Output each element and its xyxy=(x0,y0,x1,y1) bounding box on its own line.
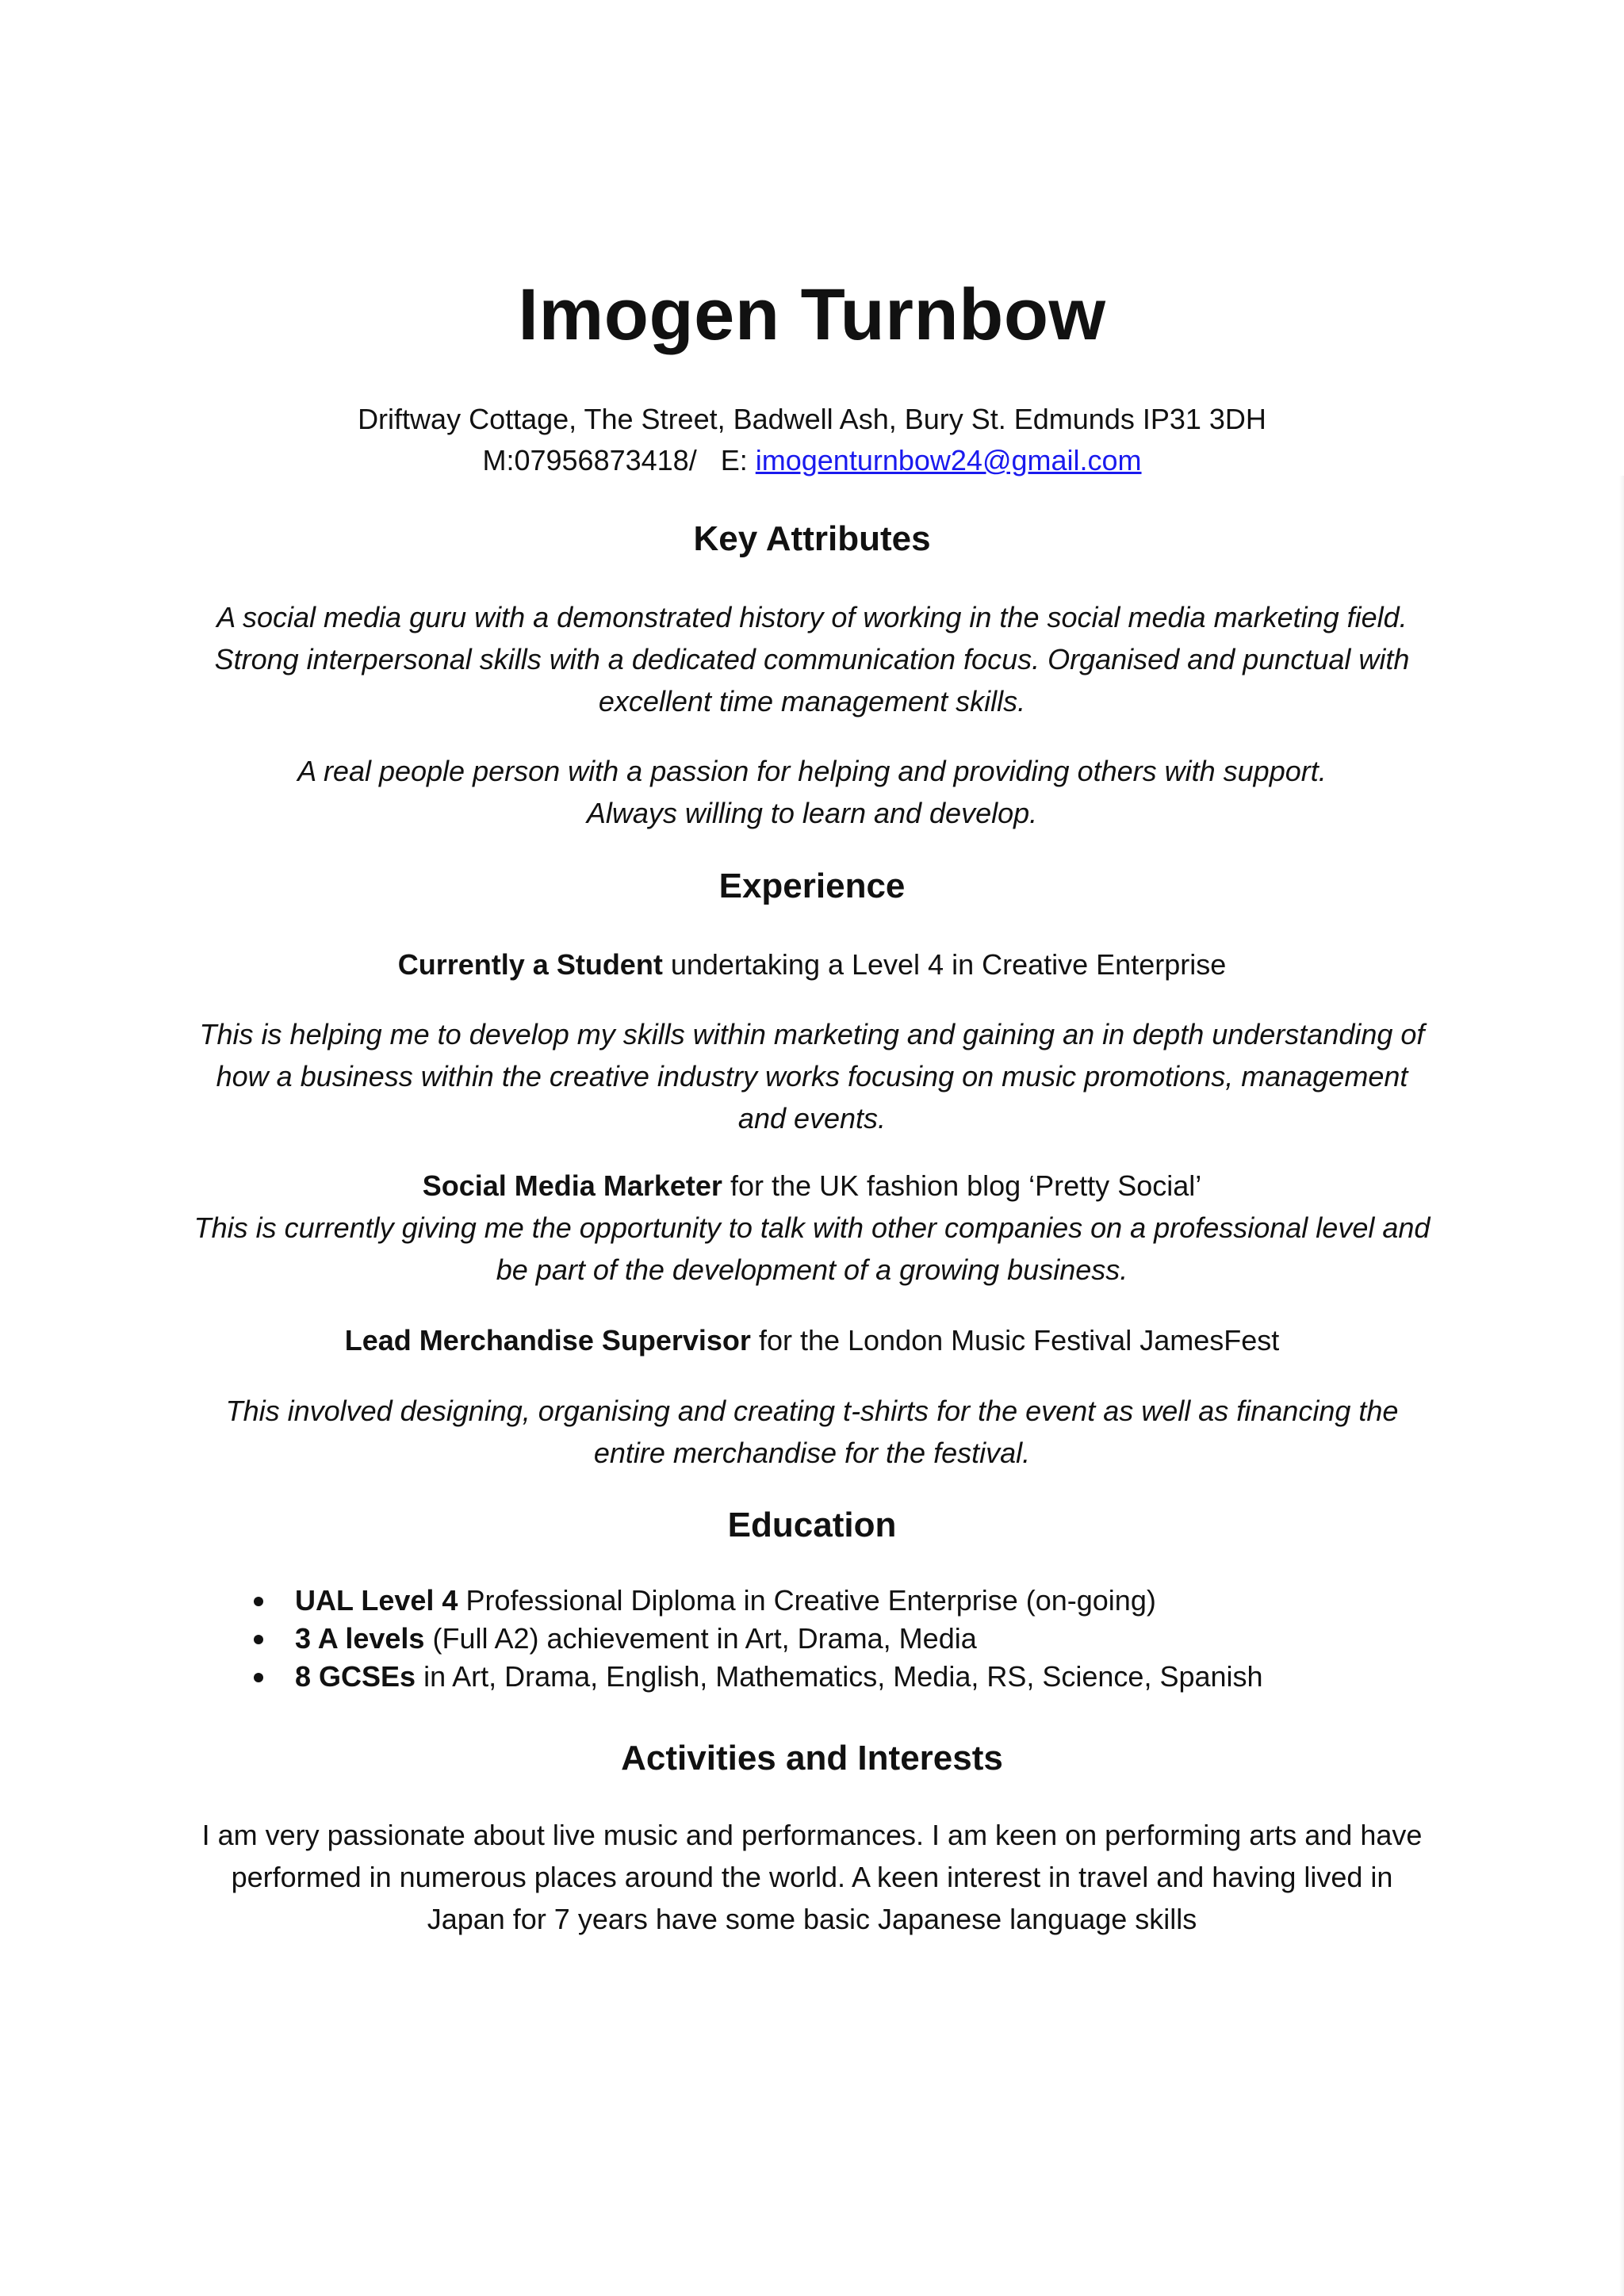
key-attributes-paragraph-2 xyxy=(159,750,1465,834)
experience-detail: for the London Music Festival JamesFest xyxy=(758,1324,1280,1357)
bullet-icon xyxy=(254,1673,263,1682)
bullet-icon xyxy=(254,1597,263,1606)
key-attributes-heading: Key Attributes xyxy=(693,519,931,558)
activities-paragraph: I am very passionate about live music and performances. I am keen on performing arts and have performed in numerous places around the world. A keen interest in travel and having lived in Japan for 7 years have some basic Japanese language skills xyxy=(201,1819,1423,1935)
candidate-name: Imogen Turnbow xyxy=(518,274,1106,355)
education-detail: (Full A2) achievement in Art, Drama, Media xyxy=(432,1622,977,1655)
activities-heading: Activities and Interests xyxy=(621,1739,1003,1777)
education-list xyxy=(254,1582,1364,1696)
address-line: Driftway Cottage, The Street, Badwell Ash, Bury St. Edmunds IP31 3DH xyxy=(358,403,1266,435)
education-qualification: 8 GCSEs xyxy=(295,1660,416,1693)
experience-item-description: This is currently giving me the opportunity to talk with other companies on a professional level and be part of the development of a growing business. xyxy=(193,1211,1431,1286)
education-list-item xyxy=(254,1658,1364,1696)
education-list-item xyxy=(254,1620,1364,1658)
experience-heading: Experience xyxy=(718,867,906,905)
experience-role: Social Media Marketer xyxy=(422,1169,722,1202)
page-edge-shadow xyxy=(1619,476,1624,2296)
experience-detail: for the UK fashion blog ‘Pretty Social’ xyxy=(730,1169,1202,1202)
experience-item-title xyxy=(159,943,1465,985)
experience-item-description: This is helping me to develop my skills within marketing and gaining an in depth understanding of how a business within the creative industry works focusing on music promotions, management and events. xyxy=(199,1018,1425,1135)
contact-line xyxy=(159,444,1465,477)
email-link[interactable]: imogenturnbow24@gmail.com xyxy=(755,444,1142,476)
key-attributes-paragraph-1: A social media guru with a demonstrated history of working in the social media marketing field. Strong interpersonal skills with a dedicated communication focus. Organised and punctual with excellent time management skills. xyxy=(214,601,1410,718)
education-qualification: 3 A levels xyxy=(295,1622,425,1655)
email-label: E: xyxy=(720,444,748,476)
mobile-number: M:07956873418/ xyxy=(482,444,697,476)
education-detail: Professional Diploma in Creative Enterprise (on-going) xyxy=(465,1584,1156,1617)
experience-role: Lead Merchandise Supervisor xyxy=(344,1324,751,1357)
experience-detail: undertaking a Level 4 in Creative Enterprise xyxy=(670,948,1227,981)
experience-item-description: This involved designing, organising and creating t-shirts for the event as well as financing the entire merchandise for the festival. xyxy=(225,1395,1399,1469)
key-attributes-line: A real people person with a passion for helping and providing others with support. xyxy=(297,755,1327,787)
education-qualification: UAL Level 4 xyxy=(295,1584,458,1617)
key-attributes-line: Always willing to learn and develop. xyxy=(586,797,1038,829)
education-detail: in Art, Drama, English, Mathematics, Media, RS, Science, Spanish xyxy=(423,1660,1263,1693)
bullet-icon xyxy=(254,1635,263,1644)
experience-item-title xyxy=(159,1165,1465,1207)
experience-item-title xyxy=(159,1319,1465,1361)
education-list-item xyxy=(254,1582,1364,1620)
experience-role: Currently a Student xyxy=(397,948,663,981)
education-heading: Education xyxy=(727,1506,897,1544)
